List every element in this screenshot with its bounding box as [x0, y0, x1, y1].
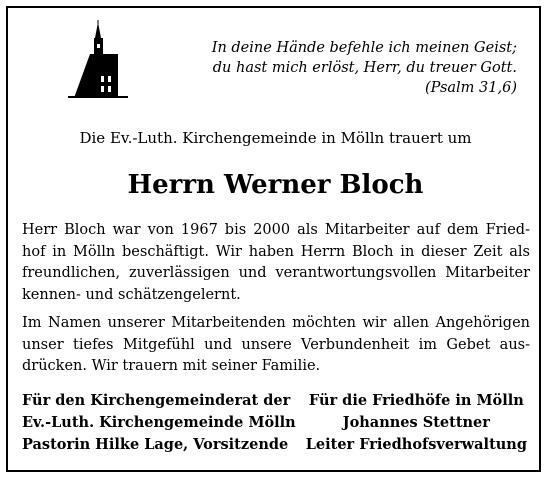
signature-left-line: Ev.-Luth. Kirchengemeinde Mölln: [22, 414, 296, 431]
deceased-name: Herrn Werner Bloch: [127, 170, 424, 200]
paragraph-1-line: kennen- und schätzengelernt.: [22, 286, 241, 303]
paragraph-1-line: hof in Mölln beschäftigt. Wir haben Herrn Bloch in dieser Zeit als: [22, 243, 530, 260]
paragraph-1-line: freundlichen, zuverlässigen und verantwortungsvollen Mitarbeiter: [22, 265, 530, 281]
psalm-line-1: In deine Hände befehle ich meinen Geist;: [211, 40, 517, 56]
paragraph-1: [22, 220, 530, 306]
paragraph-2-line: drücken. Wir trauern mit seiner Familie.: [22, 358, 321, 374]
signature-left: [22, 390, 296, 456]
obituary-frame: [6, 6, 541, 472]
intro-text: Die Ev.-Luth. Kirchengemeinde in Mölln trauert um: [79, 129, 472, 147]
signature-left-line: Pastorin Hilke Lage, Vorsitzende: [22, 436, 289, 453]
psalm-quote: [117, 38, 517, 98]
signature-right-line: Leiter Friedhofsverwaltung: [305, 436, 527, 453]
signature-right-line: Johannes Stettner: [342, 414, 490, 431]
paragraph-2: [22, 313, 530, 378]
psalm-line-2: du hast mich erlöst, Herr, du treuer Gott.: [212, 60, 517, 76]
paragraph-2-line: unser tiefes Mitgefühl und unsere Verbundenheit im Gebet aus-: [22, 336, 530, 353]
paragraph-2-line: Im Namen unserer Mitarbeitenden möchten wir allen Angehörigen: [22, 315, 530, 331]
signature-right-line: Für die Friedhöfe in Mölln: [308, 392, 524, 409]
signature-right: [306, 390, 527, 456]
paragraph-1-line: Herr Bloch war von 1967 bis 2000 als Mitarbeiter auf dem Fried-: [22, 222, 530, 238]
psalm-reference: (Psalm 31,6): [424, 80, 517, 96]
signature-left-line: Für den Kirchengemeinderat der: [22, 392, 291, 409]
